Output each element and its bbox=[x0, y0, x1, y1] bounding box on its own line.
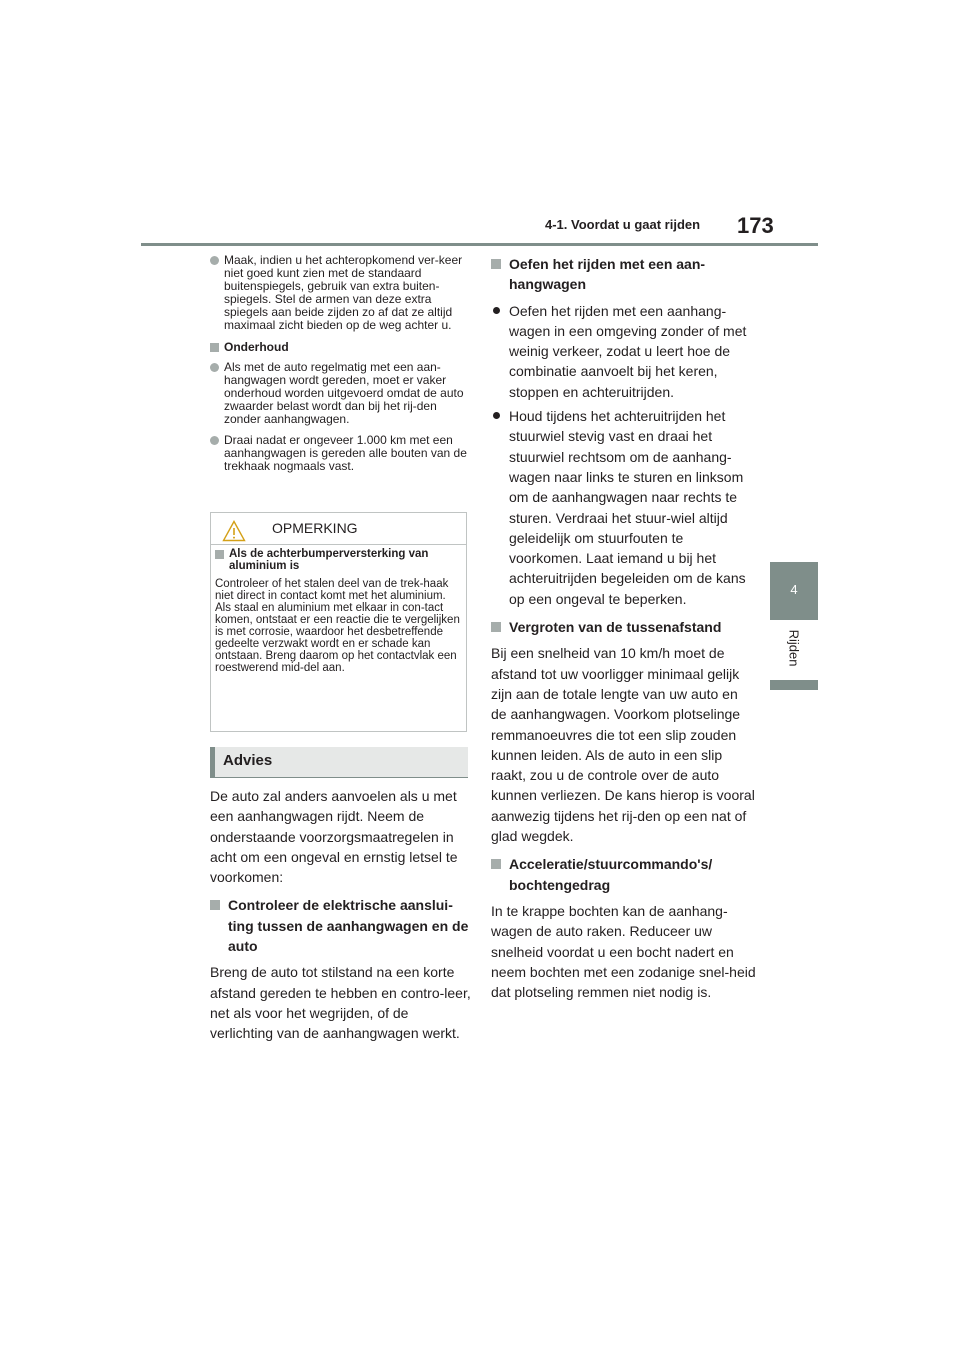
square-bullet-icon bbox=[215, 550, 224, 559]
subheading-text: Oefen het rijden met een aan-hangwagen bbox=[509, 256, 706, 293]
page-number: 173 bbox=[737, 213, 774, 238]
subheading-distance bbox=[491, 617, 757, 637]
bullet-icon bbox=[493, 412, 500, 419]
advies-accent-bar bbox=[210, 747, 215, 778]
bullet-icon bbox=[210, 436, 219, 445]
chapter-label-box bbox=[770, 620, 818, 680]
subheading-text: Vergroten van de tussenafstand bbox=[509, 619, 722, 636]
square-bullet-icon bbox=[491, 259, 501, 269]
subheading-maintenance bbox=[210, 340, 472, 354]
chapter-label: Rijden bbox=[786, 629, 802, 667]
warning-triangle-icon bbox=[222, 520, 246, 542]
advies-content bbox=[210, 786, 472, 1052]
chapter-number: 4 bbox=[790, 582, 798, 597]
right-column bbox=[491, 254, 757, 1010]
square-bullet-icon bbox=[491, 859, 501, 869]
subheading-text: Onderhoud bbox=[224, 340, 289, 354]
list-item bbox=[491, 406, 757, 609]
bullet-text: Draai nadat er ongeveer 1.000 km met een aanhangwagen is gereden alle bouten van de trekhaak nogmaals vast. bbox=[224, 433, 467, 473]
notice-text: Als staal en aluminium met elkaar in con-tact komen, ontstaat er een reactie die te vergelijken is met corrosie, waardoor het desbetreffende gedeelte verzwakt wordt en er schade kan ontstaan. Breng daarom op het contactvlak een roestwerend mid-del aan. bbox=[215, 602, 460, 674]
advies-intro: De auto zal anders aanvoelen als u met een aanhangwagen rijdt. Neem de onderstaande voorzorgsmaatregelen in acht om een ongeval en ernstig letsel te voorkomen: bbox=[210, 788, 458, 886]
notice-text: Controleer of het stalen deel van de trek-haak niet direct in contact komt met het aluminium. bbox=[215, 578, 449, 602]
bullet-icon bbox=[210, 363, 219, 372]
subheading-acceleration bbox=[491, 854, 757, 895]
notice-title: OPMERKING bbox=[272, 520, 358, 536]
subheading-practice bbox=[491, 254, 757, 295]
notice-divider bbox=[211, 544, 466, 545]
bullet-text: Maak, indien u het achteropkomend ver-keer niet goed kunt zien met de standaard buitenspiegels, gebruik van extra buiten-spiegels. Stel de armen van deze extra spiegels aan beide zijden zo af dat ze altijd maximaal zicht bieden op de weg achter u. bbox=[224, 253, 463, 332]
chapter-tab bbox=[770, 562, 818, 620]
list-item bbox=[210, 254, 472, 332]
square-bullet-icon bbox=[210, 900, 220, 910]
square-bullet-icon bbox=[210, 343, 219, 352]
bullet-text: Oefen het rijden met een aanhang-wagen in een omgeving zonder of met weinig verkeer, zodat u leert hoe de combinatie aanvoelt bij het keren, stoppen en achteruitrijden. bbox=[509, 302, 747, 400]
section-title: 4-1. Voordat u gaat rijden bbox=[545, 217, 701, 232]
paragraph-distance: Bij een snelheid van 10 km/h moet de afstand tot uw voorligger minimaal gelijk zijn aan de totale lengte van uw auto en de aanhangwagen. Voorkom plotselinge remmanoeuvres die tot een slip zouden kunnen leiden. Als de auto in een slip raakt, zou u de controle over de auto kunnen verliezen. De kans hierop is vooral aanwezig tijdens het rij-den op een nat of glad wegdek. bbox=[491, 645, 755, 845]
advies-header bbox=[210, 747, 468, 778]
list-item bbox=[210, 361, 472, 426]
bullet-text: Als met de auto regelmatig met een aan-hangwagen wordt gereden, moet er vaker onderhoud worden uitgevoerd omdat de auto zwaarder belast wordt dan bij het rij-den zonder aanhangwagen. bbox=[224, 360, 464, 426]
bullet-icon bbox=[493, 307, 500, 314]
subheading-text: Controleer de elektrische aanslui-ting tussen de aanhangwagen en de auto bbox=[228, 897, 469, 955]
notice-heading-text: Als de achterbumperversterking van aluminium is bbox=[229, 548, 429, 572]
list-item bbox=[491, 301, 757, 402]
notice-heading bbox=[215, 548, 460, 572]
chapter-tab-bar bbox=[770, 680, 818, 690]
paragraph-acceleration: In te krappe bochten kan de aanhang-wagen de auto raken. Reduceer uw snelheid voordat u een bocht nadert en neem bochten met een zodanige snel-heid dat plotseling remmen niet nodig is. bbox=[491, 902, 756, 1001]
bullet-text: Houd tijdens het achteruitrijden het stuurwiel stevig vast en draai het stuurwiel rechtsom om de aanhang-wagen naar links te sturen en linksom om de aanhangwagen naar rechts te sturen. Verdraai het stuur-wiel altijd geleidelijk om stuurfouten te voorkomen. Laat iemand u bij het achteruitrijden begeleiden om de kans op een ongeval te beperken. bbox=[509, 408, 746, 607]
square-bullet-icon bbox=[491, 622, 501, 632]
advies-title: Advies bbox=[223, 752, 273, 769]
notice-body bbox=[215, 548, 460, 674]
bullet-icon bbox=[210, 256, 219, 265]
notice-box bbox=[210, 512, 467, 732]
paragraph-connection: Breng de auto tot stilstand na een korte afstand gereden te hebben en contro-leer, net als voor het wegrijden, of de verlichting van de aanhangwagen werkt. bbox=[210, 964, 471, 1042]
left-column bbox=[210, 254, 472, 481]
list-item bbox=[210, 434, 472, 473]
subheading-text: Acceleratie/stuurcommando's/ bochtengedrag bbox=[509, 856, 713, 893]
header-rule bbox=[141, 243, 818, 246]
subheading-connection bbox=[210, 895, 472, 956]
